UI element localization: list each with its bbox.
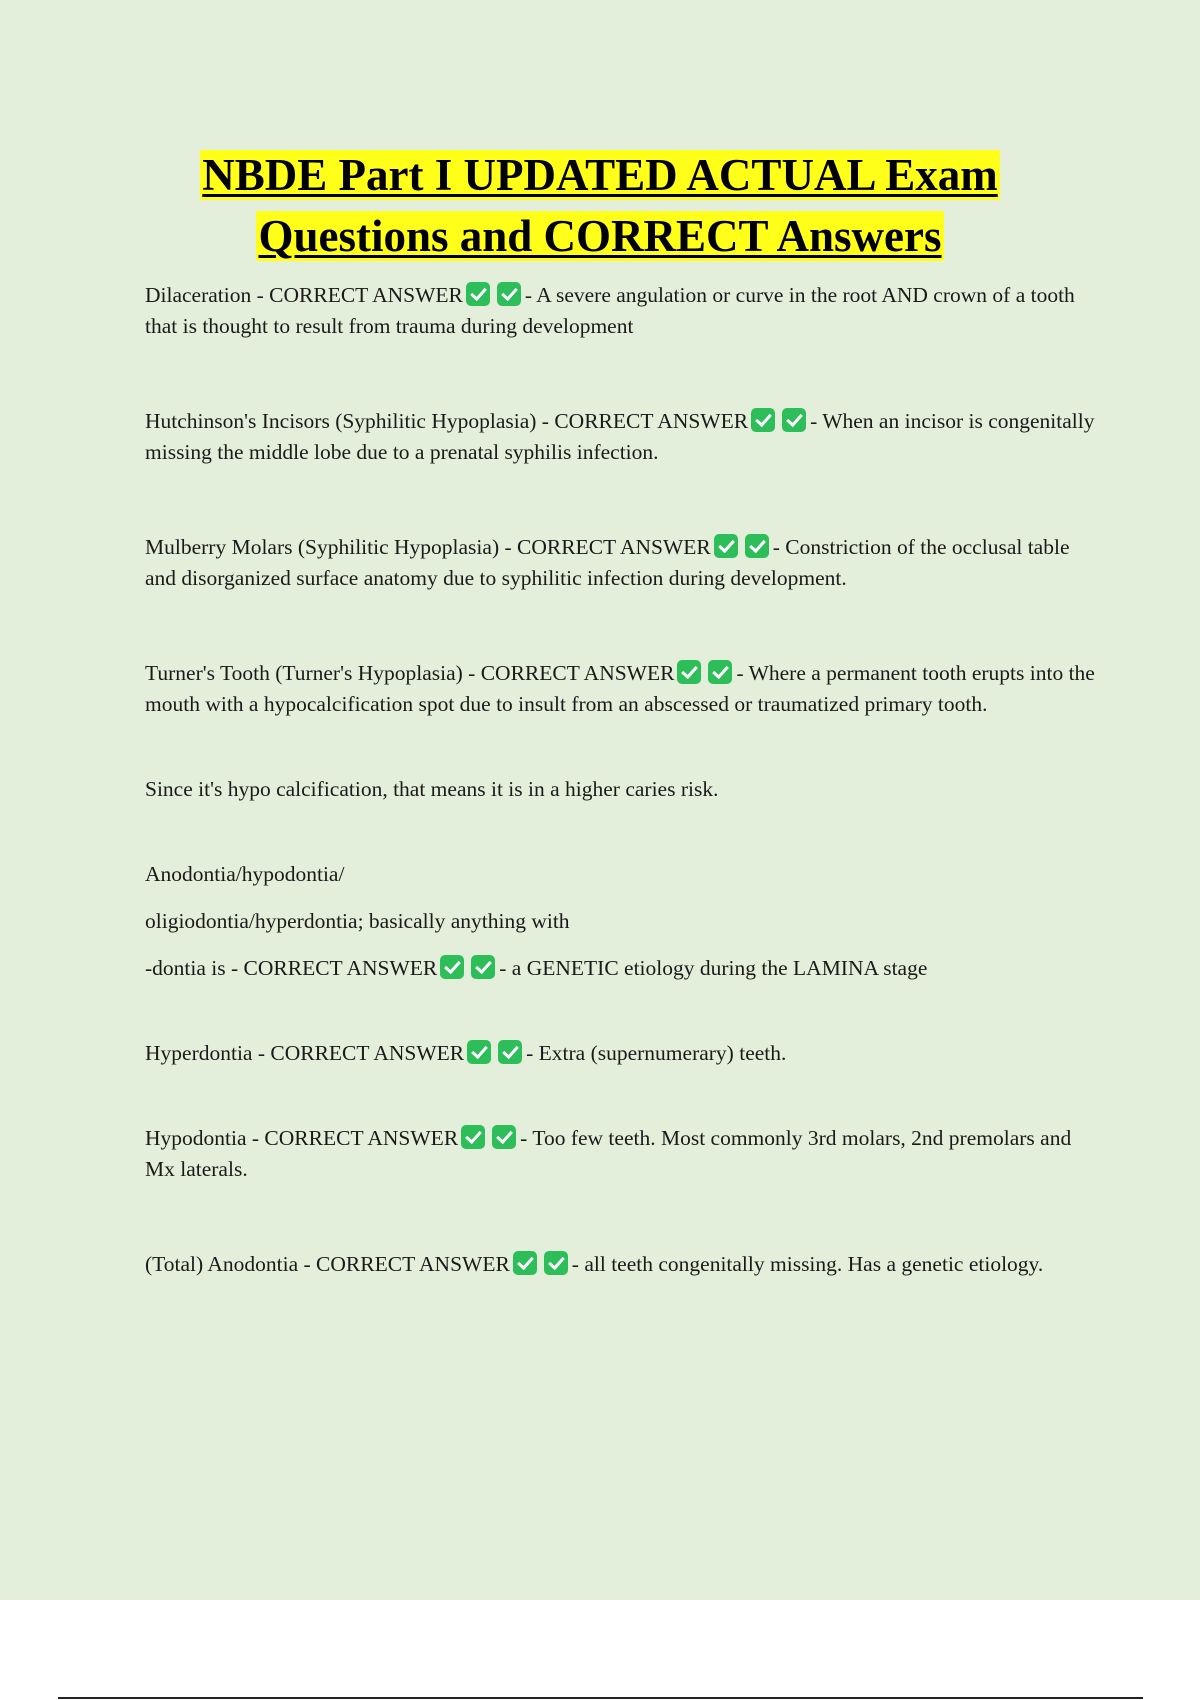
entry-answer: - a GENETIC etiology during the LAMINA stage <box>499 956 928 980</box>
check-mark-icon <box>466 282 490 306</box>
qa-entry <box>145 532 1095 594</box>
check-mark-icon <box>471 955 495 979</box>
check-mark-icon <box>782 408 806 432</box>
note-paragraph: Since it's hypo calcification, that means it is in a higher caries risk. <box>145 777 719 801</box>
qa-entry <box>145 280 1095 342</box>
check-mark-icon <box>467 1040 491 1064</box>
entry-term: Turner's Tooth (Turner's Hypoplasia) - CORRECT ANSWER <box>145 661 675 685</box>
check-mark-icon <box>498 1040 522 1064</box>
document-body <box>145 280 1095 1280</box>
check-mark-icon <box>544 1251 568 1275</box>
check-mark-icon <box>677 660 701 684</box>
entry-term: Hutchinson's Incisors (Syphilitic Hypoplasia) - CORRECT ANSWER <box>145 409 749 433</box>
qa-entry <box>145 953 1095 984</box>
document-title <box>0 145 1200 267</box>
check-mark-icon <box>708 660 732 684</box>
check-mark-icon <box>440 955 464 979</box>
entry-term: Dilaceration - CORRECT ANSWER <box>145 283 463 307</box>
entry-term: (Total) Anodontia - CORRECT ANSWER <box>145 1252 510 1276</box>
qa-entry <box>145 658 1095 720</box>
entry-answer: - Extra (supernumerary) teeth. <box>526 1041 787 1065</box>
entry-answer: - Too few teeth. Most commonly 3rd molars, 2nd premolars and Mx laterals. <box>145 1126 1072 1181</box>
entry-term: Hypodontia - CORRECT ANSWER <box>145 1126 459 1150</box>
entry-answer: - Constriction of the occlusal table and disorganized surface anatomy due to syphilitic infection during development. <box>145 535 1070 590</box>
qa-entry <box>145 406 1095 468</box>
check-mark-icon <box>497 282 521 306</box>
dontia-line-2: oligiodontia/hyperdontia; basically anything with <box>145 909 570 933</box>
check-mark-icon <box>714 534 738 558</box>
check-mark-icon <box>492 1125 516 1149</box>
qa-entry <box>145 1123 1095 1185</box>
entry-answer: - all teeth congenitally missing. Has a genetic etiology. <box>571 1252 1044 1276</box>
title-line-1: NBDE Part I UPDATED ACTUAL Exam <box>202 150 998 200</box>
dontia-line-1: Anodontia/hypodontia/ <box>145 862 345 886</box>
entry-term: Hyperdontia - CORRECT ANSWER <box>145 1041 465 1065</box>
check-mark-icon <box>745 534 769 558</box>
entry-answer: - Where a permanent tooth erupts into the mouth with a hypocalcification spot due to insult from an abscessed or traumatized primary tooth. <box>145 661 1095 716</box>
footer-divider <box>58 1697 1143 1699</box>
check-mark-icon <box>513 1251 537 1275</box>
qa-entry <box>145 1038 1095 1069</box>
check-mark-icon <box>461 1125 485 1149</box>
entry-term: -dontia is - CORRECT ANSWER <box>145 956 438 980</box>
entry-answer: - When an incisor is congenitally missing the middle lobe due to a prenatal syphilis infection. <box>145 409 1095 464</box>
entry-term: Mulberry Molars (Syphilitic Hypoplasia) - CORRECT ANSWER <box>145 535 711 559</box>
check-mark-icon <box>751 408 775 432</box>
title-line-2: Questions and CORRECT Answers <box>258 211 942 261</box>
entry-answer: - A severe angulation or curve in the root AND crown of a tooth that is thought to result from trauma during development <box>145 283 1075 338</box>
qa-entry <box>145 1249 1095 1280</box>
